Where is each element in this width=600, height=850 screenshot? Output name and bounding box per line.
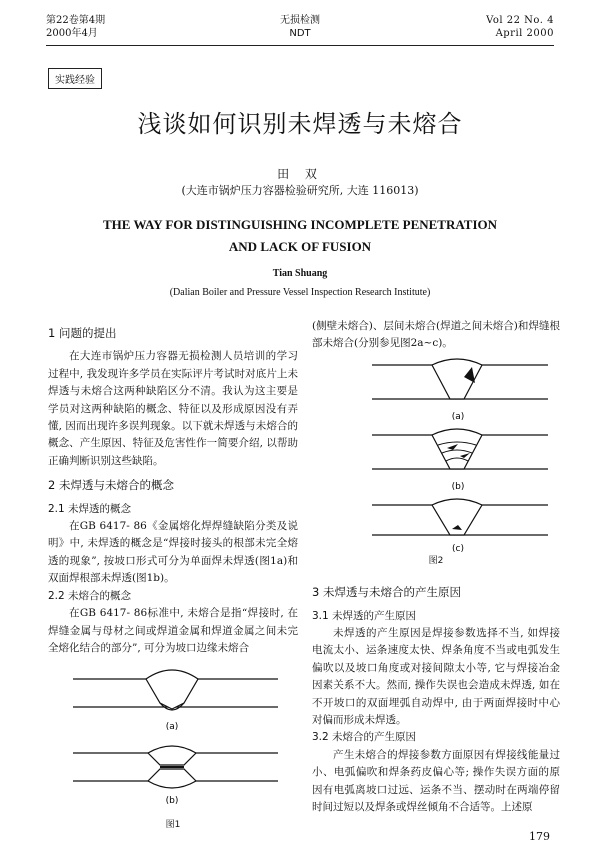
- figure-2c-label: (c): [452, 543, 464, 553]
- figure-2: [312, 353, 560, 553]
- section-3-heading: 3 未焊透与未熔合的产生原因: [312, 585, 461, 600]
- figure-2a-diagram: [372, 359, 548, 399]
- affiliation: (大连市锅炉压力容器检验研究所, 大连 116013): [181, 184, 419, 197]
- journal-volume-en: [486, 14, 554, 40]
- figure-1a-diagram: [73, 670, 278, 710]
- article-title: 浅谈如何识别未焊透与未熔合: [137, 110, 463, 138]
- header-rule: [46, 45, 554, 46]
- section-1-paragraph: 在大连市锅炉压力容器无损检测人员培训的学习过程中, 我发现许多学员在实际评片考试时对底片上未焊透与未熔合这两种缺陷区分不清。我认为这主要是学员对这两种缺陷的概念、特征以及形成原因没有弄懂, 因而出现许多误判现象。以下就未焊透与未熔合的概念、产生原因、特征及危害性作一简要介绍, 以帮助正确判断识别这些缺陷。: [48, 350, 298, 467]
- section-2-heading: 2 未焊透与未熔合的概念: [48, 478, 174, 493]
- section-1-heading: 1 问题的提出: [48, 326, 117, 340]
- section-2-1-paragraph: 在GB 6417- 86《金属熔化焊焊缝缺陷分类及说明》中, 未焊透的概念是“焊接时接头的根部未完全熔透的现象”, 按坡口形式可分为单面焊未焊透(图1a)和双面焊根部未焊透(图1b)。: [48, 520, 298, 585]
- left-column: [48, 318, 298, 835]
- section-2-1-heading: 2.1 未焊透的概念: [48, 502, 132, 515]
- journal-name-en: NDT: [289, 28, 311, 39]
- figure-1a-label: (a): [165, 722, 179, 733]
- date-cn: 2000年4月: [46, 28, 98, 39]
- figure-2-caption: 图2: [428, 555, 444, 566]
- right-column: [312, 318, 560, 817]
- english-title-line1: THE WAY FOR DISTINGUISHING INCOMPLETE PENETRATION: [102, 217, 498, 232]
- section-3-2-heading: 3.2 未熔合的产生原因: [312, 731, 417, 744]
- figure-2c-diagram: [372, 499, 548, 535]
- figure-1b-label: (b): [165, 796, 179, 807]
- volume-issue-cn: 第22卷第4期: [46, 15, 106, 26]
- date-en: April 2000: [495, 28, 554, 39]
- section-3-2-paragraph: 产生未熔合的焊接参数方面原因有焊接线能量过小、电弧偏吹和焊条药皮偏心等; 操作失误方面的原因有电弧离坡口过远、运条不当、摆动时在两端停留时间过短以及焊条或焊丝倾角不合适等。上述原: [312, 748, 560, 814]
- page-number: 179: [529, 830, 550, 843]
- english-affiliation: (Dalian Boiler and Pressure Vessel Inspection Research Institute): [169, 287, 431, 298]
- figure-2a-label: (a): [451, 411, 465, 422]
- section-3-1-paragraph: 未焊透的产生原因是焊接参数选择不当, 如焊接电流太小、运条速度太快、焊条角度不当或电弧发生偏吹以及坡口角度或对接间隙太小等, 它与焊接冶金因素关系不大。然而, 操作失误也会造成未焊透, 如在不开坡口的双面埋弧自动焊中, 由于两面焊接时中心对偏而形成未焊透。: [312, 627, 560, 727]
- section-2-2-heading: 2.2 未熔合的概念: [48, 589, 132, 602]
- figure-2b-label: (b): [451, 481, 465, 492]
- column-badge: 实践经验: [48, 68, 102, 89]
- right-column-intro: (侧壁未熔合)、层间未熔合(焊道之间未熔合)和焊缝根部未熔合(分别参见图2a~c)。: [312, 320, 560, 350]
- figure-1-caption: 图1: [165, 820, 181, 831]
- journal-name-cn: 无损检测: [280, 15, 320, 26]
- figure-1b-diagram: [73, 746, 278, 788]
- english-title: [60, 214, 540, 258]
- section-2-2-paragraph: 在GB 6417- 86标准中, 未熔合是指“焊接时, 在焊缝金属与母材之间或焊道金属和焊道金属之间未完全熔化结合的部分”, 可分为坡口边缘未熔合: [48, 607, 298, 654]
- figure-1: [48, 657, 298, 817]
- volume-issue-en: Vol 22 No. 4: [486, 15, 554, 26]
- english-author: Tian Shuang: [272, 268, 328, 279]
- figure-2b-diagram: [372, 429, 548, 469]
- author: 田 双: [277, 167, 323, 181]
- english-title-line2: AND LACK OF FUSION: [228, 239, 372, 254]
- section-3-1-heading: 3.1 未焊透的产生原因: [312, 609, 417, 622]
